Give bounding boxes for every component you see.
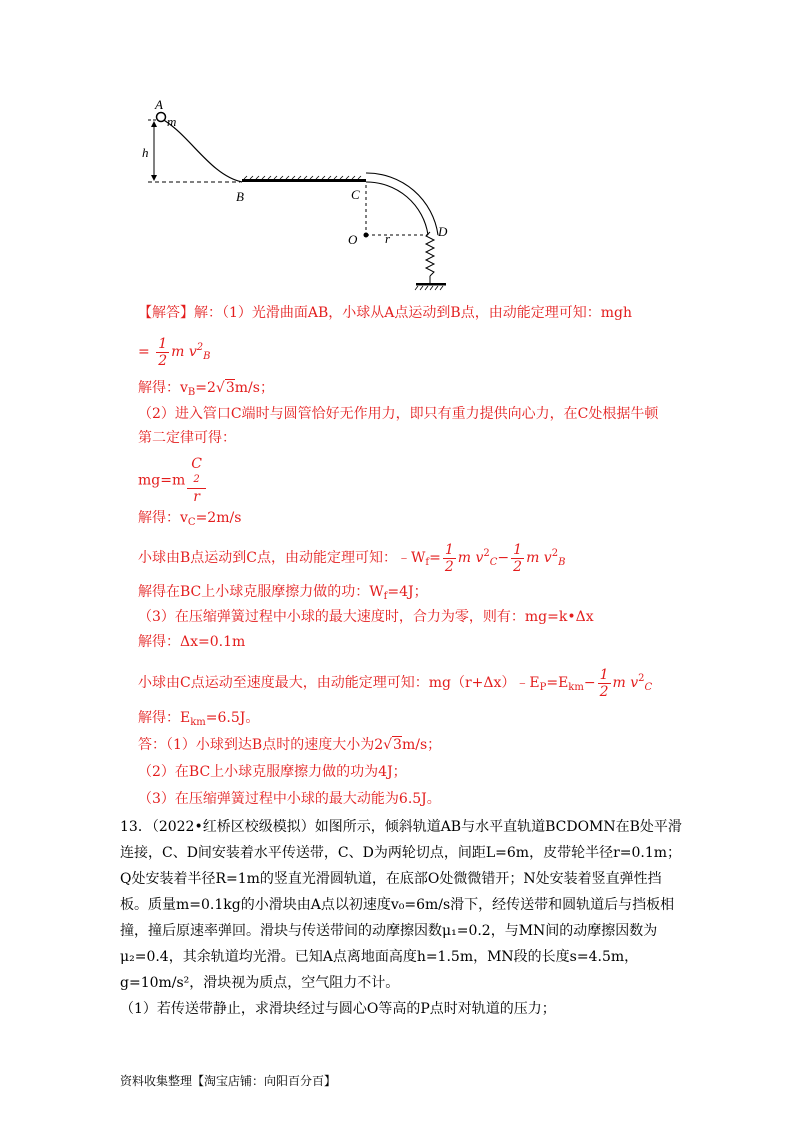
solution-line-2: = $\frac{1}{2}$ m $v^2_B$ xyxy=(138,335,211,369)
mv-term: m v xyxy=(171,344,197,360)
question-13-part1: （1）若传送带静止，求滑块经过与圆心O等高的P点时对轨道的压力； xyxy=(120,1001,556,1017)
rough-bc xyxy=(242,179,366,182)
solution-line-10: （3）在压缩弹簧过程中小球的最大速度时，合力为零，则有：mg=k•Δx xyxy=(138,609,594,625)
answer-tag: 【解答】 xyxy=(138,305,194,321)
solution-line-4: （2）进入管口C端时与圆管恰好无作用力，即只有重力提供向心力，在C处根据牛顿 xyxy=(138,406,659,422)
question-13 xyxy=(120,814,685,1022)
solution-line-11: 解得：Δx=0.1m xyxy=(138,634,246,650)
pipe-inner xyxy=(366,182,428,235)
label-c: C xyxy=(351,187,360,202)
solution-line-1 xyxy=(138,303,632,323)
solution-line-6: mg=m C 2 r xyxy=(138,456,208,505)
base-hatching xyxy=(415,286,443,290)
solution-line-9: 解得在BC上小球克服摩擦力做的功：$W_f=4J$； xyxy=(138,584,428,602)
label-d: D xyxy=(438,224,448,239)
hatching xyxy=(244,176,361,179)
label-o: O xyxy=(348,232,358,247)
spring-base xyxy=(416,283,446,286)
ball xyxy=(157,113,166,122)
center-o xyxy=(364,233,369,238)
solution-line-3: 解得：$v_B=2√3m/s$； xyxy=(138,380,274,398)
spring xyxy=(426,232,434,276)
height-arrow-bottom xyxy=(151,175,157,181)
fraction-half: $\frac{1}{2}$ xyxy=(158,335,168,369)
solution-line-7: 解得：$v_C=2m/s$ xyxy=(138,510,242,528)
label-m: m xyxy=(167,114,177,129)
label-a: A xyxy=(155,97,163,112)
fraction-vc2-r: C 2 r xyxy=(187,456,206,505)
label-r: r xyxy=(385,231,391,246)
solution-line-13: 解得：$E_{km}=6.5J$。 xyxy=(138,710,260,728)
solution-line-15: （2）在BC上小球克服摩擦力做的功为4J； xyxy=(138,764,407,780)
equals-sign: = xyxy=(138,344,150,360)
height-arrow-top xyxy=(151,121,157,127)
question-13-text: 13．（2022•红桥区校级模拟）如图所示，倾斜轨道AB与水平直轨道BCDOMN在B处平滑连接，C、D间安装着水平传送带，C、D为两轮切点，间距L=6m，皮带轮半径r=0.1m；Q处安装着半径R=1m的竖直光滑圆轨道，在底部O处微微错开；N处安装着竖直弹性挡板。质量m=0.1kg的小滑块由A点以初速度v₀=6m/s滑下，经传送带和圆轨道后与挡板相撞，撞后原速率弹回。滑块与传送带间的动摩擦因数μ₁=0.2，与MN间的动摩擦因数为μ₂=0.4，其余轨道均光滑。已知A点离地面高度h=1.5m，MN段的长度s=4.5m，g=10m/s²，滑块视为质点，空气阻力不计。 xyxy=(120,819,682,991)
solution-line-8: 小球由B点运动到C点，由动能定理可知：$﹣W_f=$ $\frac{1}{2}$ m $v^2_C-$ $\frac{1}{2}$ m $v^2_B$ xyxy=(138,541,566,575)
label-b: B xyxy=(236,189,244,204)
solution-line-5: 第二定律可得： xyxy=(138,430,236,446)
solution-line-16: （3）在压缩弹簧过程中小球的最大动能为6.5J。 xyxy=(138,791,441,807)
physics-diagram xyxy=(140,95,460,300)
solution-line-12: 小球由C点运动至速度最大，由动能定理可知：$mg(r+\Delta x)﹣E_P=E_{km}-$ $\frac{1}{2}$ m $v^2_C$ xyxy=(138,666,653,700)
page-footer: 资料收集整理【淘宝店铺：向阳百分百】 xyxy=(120,1074,337,1088)
label-h: h xyxy=(142,145,149,160)
solution-text-1: 解：（1）光滑曲面AB，小球从A点运动到B点，由动能定理可知：mgh xyxy=(194,305,632,321)
solution-line-14: 答：（1）小球到达B点时的速度大小为2√3m/s； xyxy=(138,737,442,753)
